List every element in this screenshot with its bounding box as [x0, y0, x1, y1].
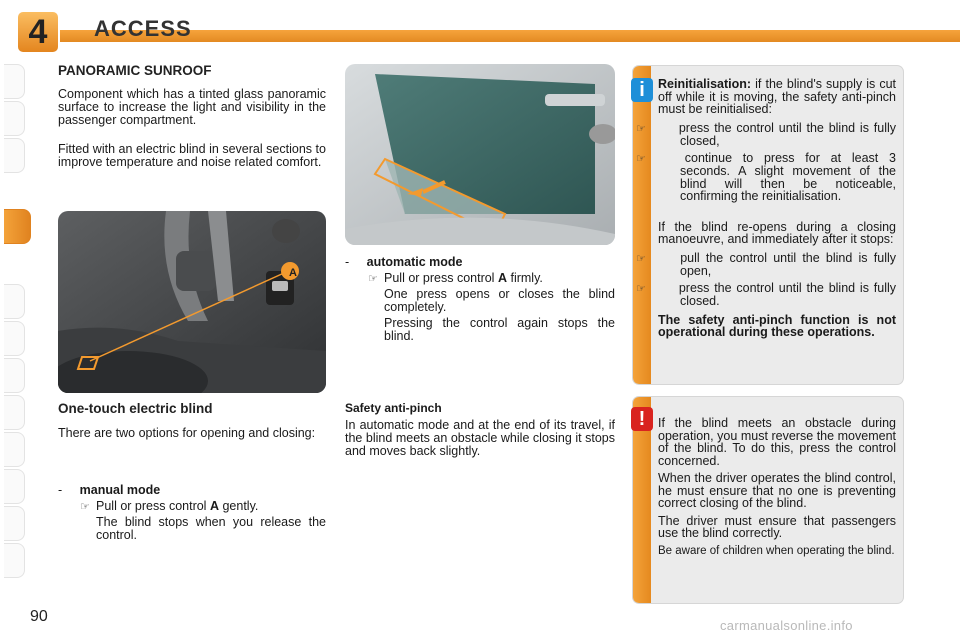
- automatic-mode-item: [345, 256, 615, 269]
- manual-mode-item: [58, 484, 326, 497]
- list-item: [636, 250, 896, 278]
- automatic-mode-title: automatic mode: [366, 255, 463, 269]
- control-ref: A: [497, 271, 507, 285]
- list-item-text: pull the control until the blind is fully open,: [680, 250, 896, 278]
- pointing-hand-icon: ☞: [636, 252, 646, 265]
- options-paragraph: There are two options for opening and closing:: [58, 426, 316, 440]
- chapter-tab[interactable]: [4, 395, 25, 430]
- manual-mode-title: manual mode: [79, 483, 161, 497]
- chapter-tab[interactable]: [4, 101, 25, 136]
- list-item: [636, 150, 896, 203]
- chapter-header: [0, 0, 960, 50]
- warning-paragraph: The driver must ensure that passengers use the blind correctly.: [658, 513, 896, 540]
- reinit-paragraph: [658, 78, 896, 116]
- automatic-note: Pressing the control again stops the blind.: [384, 316, 615, 343]
- chapter-tab[interactable]: [4, 138, 25, 173]
- chapter-tab[interactable]: [4, 543, 25, 578]
- warning-box: [633, 397, 903, 603]
- pointing-hand-icon: ☞: [636, 122, 646, 135]
- safety-paragraph: In automatic mode and at the end of its travel, if the blind meets an obstacle while closing it stops and moves back slightly.: [345, 418, 615, 458]
- chapter-tab-active[interactable]: [4, 209, 31, 244]
- warning-paragraph: Be aware of children when operating the blind.: [658, 544, 895, 557]
- warning-paragraph: If the blind meets an obstacle during operation, you must reverse the movement of the blind. To do this, press the control concerned.: [658, 416, 896, 468]
- page-number: 90: [30, 608, 48, 625]
- automatic-step: [368, 272, 615, 286]
- reinit-text: if the blind's supply is cut off while it is moving, the safety anti-pinch must be reinitialised:: [658, 77, 896, 116]
- chapter-tab[interactable]: [4, 432, 25, 467]
- intro-paragraph: Fitted with an electric blind in several sections to improve temperature and noise related comfort.: [58, 142, 326, 169]
- chapter-tab[interactable]: [4, 321, 25, 356]
- page-title: ACCESS: [94, 16, 192, 41]
- step-text: Pull or press control: [384, 271, 495, 285]
- chapter-tab[interactable]: [4, 469, 25, 504]
- list-item-text: press the control until the blind is fully closed.: [678, 280, 896, 308]
- anti-pinch-warning: The safety anti-pinch function is not operational during these operations.: [658, 312, 896, 339]
- chapter-tab[interactable]: [4, 284, 25, 319]
- dash: -: [345, 255, 350, 269]
- reinit-label: Reinitialisation:: [658, 77, 752, 91]
- safety-title: Safety anti-pinch: [345, 401, 442, 415]
- step-text: firmly.: [510, 271, 543, 285]
- info-box: [633, 66, 903, 384]
- control-label-a: A: [289, 267, 297, 279]
- automatic-note: One press opens or closes the blind completely.: [384, 287, 615, 314]
- control-ref: A: [209, 499, 219, 513]
- list-item: [636, 280, 896, 308]
- warning-icon: !: [631, 407, 653, 431]
- chapter-tab[interactable]: [4, 506, 25, 541]
- console-photo: [58, 211, 326, 393]
- info-box-content: [636, 77, 896, 339]
- list-item-text: continue to press for at least 3 seconds. A slight movement of the blind will then be noticeable, confirming the reinitialisation.: [680, 150, 896, 203]
- subsection-title: One-touch electric blind: [58, 401, 213, 416]
- chapter-tab[interactable]: [4, 64, 25, 99]
- pointing-hand-icon: ☞: [636, 152, 646, 165]
- pointing-hand-icon: ☞: [636, 282, 646, 295]
- chapter-tab[interactable]: [4, 358, 25, 393]
- step-text: gently.: [222, 499, 259, 513]
- intro-paragraph: Component which has a tinted glass panoramic surface to increase the light and visibility in the passenger compartment.: [58, 87, 326, 127]
- watermark: carmanualsonline.info: [720, 618, 853, 633]
- step-text: Pull or press control: [96, 499, 207, 513]
- sunroof-photo: [345, 64, 615, 245]
- section-title: PANORAMIC SUNROOF: [58, 63, 212, 78]
- reopen-paragraph: If the blind re-opens during a closing manoeuvre, and immediately after it stops:: [658, 219, 896, 246]
- info-icon: i: [631, 78, 653, 102]
- list-item: [636, 120, 896, 148]
- list-item-text: press the control until the blind is fully closed,: [678, 120, 896, 148]
- box-stripe: [633, 66, 651, 384]
- warning-paragraph: When the driver operates the blind control, he must ensure that no one is preventing correct closing of the blind.: [658, 471, 896, 510]
- manual-note: The blind stops when you release the control.: [96, 515, 326, 542]
- dash: -: [58, 483, 63, 497]
- pointing-hand-icon: ☞: [368, 273, 378, 285]
- warning-box-content: [658, 417, 896, 557]
- chapter-number: 4: [28, 13, 48, 51]
- manual-step: [80, 500, 326, 514]
- pointing-hand-icon: ☞: [80, 501, 90, 513]
- chapter-tabs: [4, 64, 32, 576]
